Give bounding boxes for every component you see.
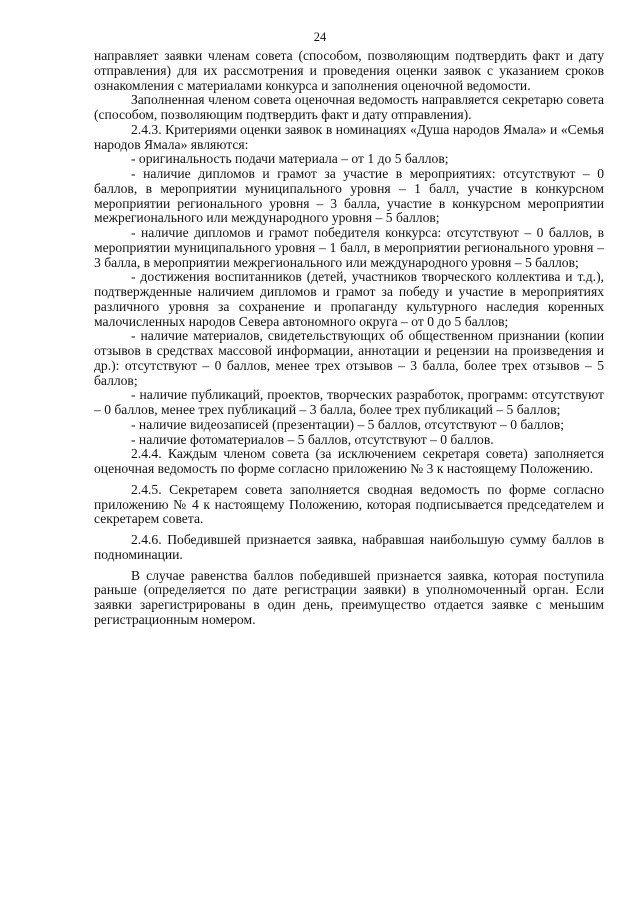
criterion-item: - наличие фотоматериалов – 5 баллов, отсутствуют – 0 баллов. <box>131 431 494 447</box>
section-2-4-6: 2.4.6. Победившей признается заявка, набравшая наибольшую сумму баллов в подноминации. <box>94 532 604 562</box>
document-body <box>94 49 604 628</box>
paragraph-tie-rule: В случае равенства баллов победившей признается заявка, которая поступила раньше (определяется по дате регистрации заявки) в уполномоченный орган. Если заявки зарегистрированы в один день, преимущество отдается заявке с меньшим регистрационным номером. <box>94 567 604 627</box>
paragraph: направляет заявки членам совета (способом, позволяющим подтвердить факт и дату отправления) для их рассмотрения и проведения оценки заявок с указанием сроков ознакомления с материалами конкурса и заполнения оценочной ведомости. <box>94 48 604 93</box>
criterion-item: - наличие материалов, свидетельствующих об общественном признании (копии отзывов в средствах массовой информации, аннотации и рецензии на произведения и др.): отсутствуют – 0 баллов, менее трех отзывов – 3 балла, более трех отзывов – 5 баллов; <box>94 328 604 388</box>
criterion-item: - оригинальность подачи материала – от 1 до 5 баллов; <box>131 151 449 167</box>
criterion-item: - наличие дипломов и грамот за участие в мероприятиях: отсутствуют – 0 баллов, в мероприятии муниципального уровня – 1 балл, участие в конкурсном мероприятии регионального уровня – 3 балла, участие в конкурсном мероприятии межрегионального или международного уровня – 5 баллов; <box>94 166 604 226</box>
section-2-4-4: 2.4.4. Каждым членом совета (за исключением секретаря совета) заполняется оценочная ведомость по форме согласно приложению № 3 к настоящему Положению. <box>94 446 604 476</box>
criterion-item: - наличие видеозаписей (презентации) – 5 баллов, отсутствуют – 0 баллов; <box>131 416 565 432</box>
section-2-4-5: 2.4.5. Секретарем совета заполняется сводная ведомость по форме согласно приложению № 4 к настоящему Положению, которая подписывается председателем и секретарем совета. <box>94 481 604 527</box>
criterion-item: - достижения воспитанников (детей, участников творческого коллектива и т.д.), подтвержденные наличием дипломов и грамот за победу и участие в мероприятиях различного уровня за сохранение и пропаганду культурного наследия коренных малочисленных народов Севера автономного округа – от 0 до 5 баллов; <box>94 269 604 329</box>
paragraph: Заполненная членом совета оценочная ведомость направляется секретарю совета (способом, позволяющим подтвердить факт и дату отправления). <box>94 92 604 122</box>
page-number: 24 <box>313 30 327 44</box>
criterion-item: - наличие дипломов и грамот победителя конкурса: отсутствуют – 0 баллов, в мероприятии муниципального уровня – 1 балл, в мероприятии регионального уровня – 3 балла, в мероприятии межрегионального или международного уровня – 5 баллов; <box>94 225 604 270</box>
criterion-item: - наличие публикаций, проектов, творческих разработок, программ: отсутствуют – 0 баллов, менее трех публикаций – 3 балла, более трех публикаций – 5 баллов; <box>94 387 604 417</box>
section-heading-2-4-3: 2.4.3. Критериями оценки заявок в номинациях «Душа народов Ямала» и «Семья народов Ямала» являются: <box>94 121 604 152</box>
